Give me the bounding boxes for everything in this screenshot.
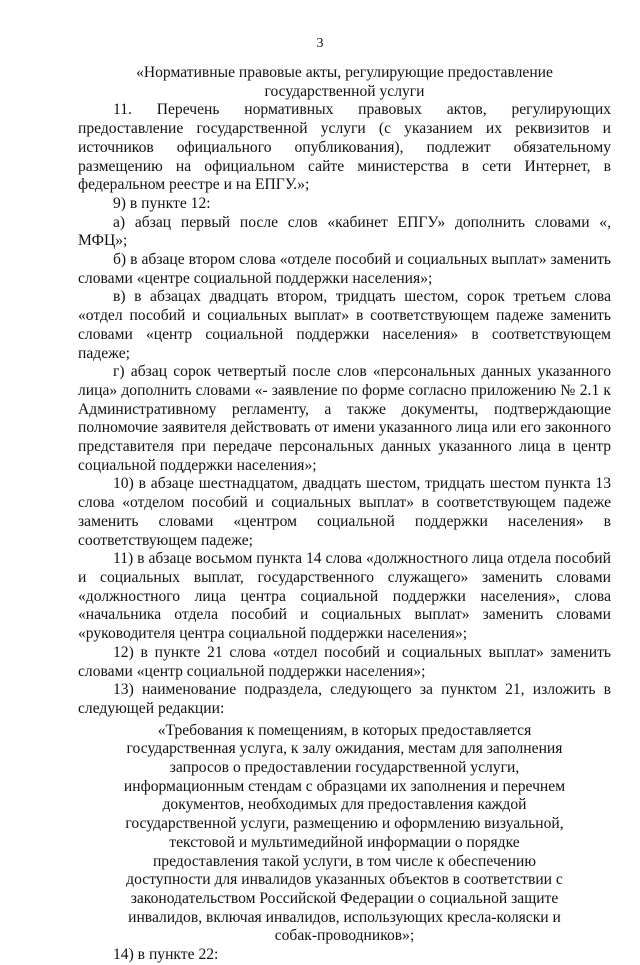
paragraph-11: 11. Перечень нормативных правовых актов, регулирующих предоставление государственной услуги (с указанием их реквизитов и источников официального опубликования), подлежит обязательному размещению на официальном сайте министерства в сети Интернет, в федеральном реестре и на ЕПГУ.»; bbox=[78, 101, 611, 194]
paragraph-item-10: 10) в абзаце шестнадцатом, двадцать шестом, тридцать шестом пункта 13 слова «отделом пособий и социальных выплат» в соответствующем падеже заменить словами «центром социальной поддержки населения» в соответствующем падеже; bbox=[78, 475, 611, 549]
document-body bbox=[78, 64, 611, 965]
paragraph-item-12: 12) в пункте 21 слова «отдел пособий и социальных выплат» заменить словами «центр социальной поддержки населения»; bbox=[78, 643, 611, 680]
paragraph-item-9: 9) в пункте 12: bbox=[113, 194, 211, 212]
subsection-heading: «Требования к помещениям, в которых предоставляется государственная услуга, к залу ожидания, местам для заполнения запросов о предоставлении государственной услуги, информационным стендам с образцами их заполнения и перечнем документов, необходимых для предоставления каждой государственной услуги, размещению и оформлению визуальной, текстовой и мультимедийной информации о порядке предоставления такой услуги, в том числе к обеспечению доступности для инвалидов указанных объектов в соответствии с законодательством Российской Федерации о социальной защите инвалидов, включая инвалидов, использующих кресла-коляски и собак-проводников»; bbox=[123, 721, 566, 945]
section-heading: «Нормативные правовые акты, регулирующие предоставление государственной услуги bbox=[136, 64, 553, 100]
paragraph-item-13: 13) наименование подраздела, следующего за пунктом 21, изложить в следующей редакции: bbox=[78, 681, 611, 717]
paragraph-item-9v: в) в абзацах двадцать втором, тридцать шестом, сорок третьем слова «отдел пособий и социальных выплат» в соответствующем падеже заменить словами «центр социальной поддержки населения» в соответствующем падеже; bbox=[78, 288, 611, 362]
paragraph-item-14: 14) в пункте 22: bbox=[113, 946, 219, 964]
paragraph-item-9g: г) абзац сорок четвертый после слов «персональных данных указанного лица» дополнить словами «- заявление по форме согласно приложению № 2.1 к Административному регламенту, а также документы, подтверждающие полномочие заявителя действовать от имени указанного лица или его законного представителя при передаче персональных данных указанного лица в центр социальной поддержки населения»; bbox=[78, 363, 611, 474]
paragraph-item-11: 11) в абзаце восьмом пункта 14 слова «должностного лица отдела пособий и социальных выплат, государственного служащего» заменить словами «должностного лица центра социальной поддержки населения», слова «начальника отдела пособий и социальных выплат» заменить словами «руководителя центра социальной поддержки населения»; bbox=[78, 550, 611, 643]
paragraph-item-9b: б) в абзаце втором слова «отделе пособий и социальных выплат» заменить словами «центре социальной поддержки населения»; bbox=[78, 251, 611, 287]
page-number: 3 bbox=[316, 36, 324, 51]
paragraph-item-9a: а) абзац первый после слов «кабинет ЕПГУ» дополнить словами «, МФЦ»; bbox=[78, 213, 611, 250]
